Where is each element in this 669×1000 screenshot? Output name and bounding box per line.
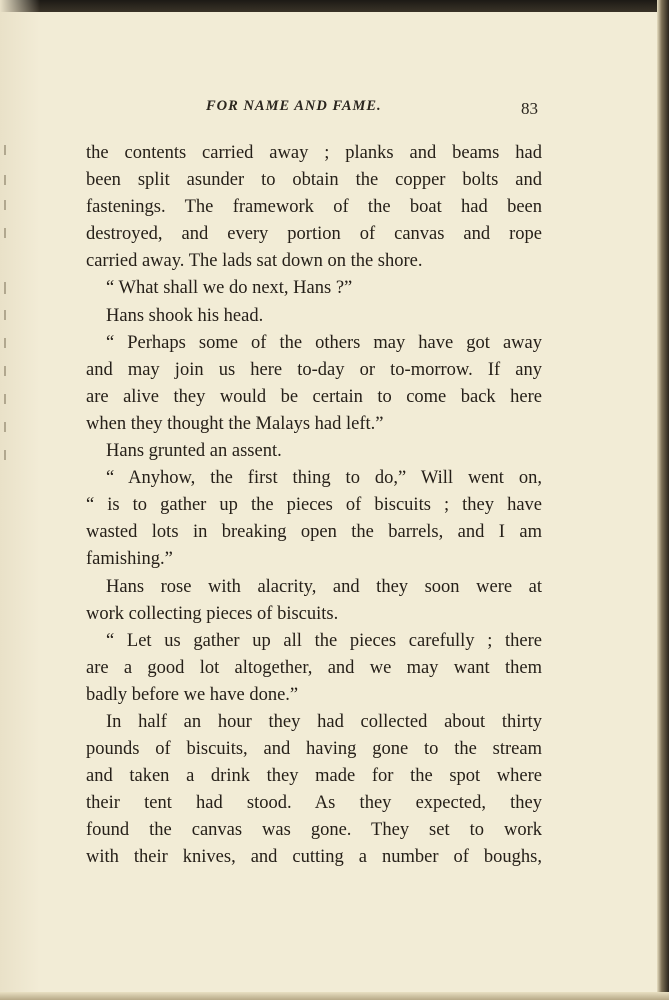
text-line: work collecting pieces of biscuits. — [86, 603, 339, 624]
text-line: “ Anyhow, the first thing to do,” Will went on, — [106, 468, 542, 489]
text-line: their tent had stood. As they expected, they — [86, 793, 542, 814]
bleed-through-mark — [4, 228, 6, 238]
page-number: 83 — [521, 99, 538, 118]
bleed-through-mark — [4, 422, 6, 432]
bleed-through-mark — [4, 310, 6, 320]
page-binding-edge — [657, 0, 669, 1000]
page-bottom-edge — [0, 992, 669, 1000]
text-line: been split asunder to obtain the copper bolts and — [86, 170, 542, 191]
text-line: “ Perhaps some of the others may have got away — [106, 332, 542, 353]
text-line: famishing.” — [86, 549, 173, 570]
text-line: “ Let us gather up all the pieces carefully ; there — [106, 630, 542, 651]
text-line: with their knives, and cutting a number of boughs, — [86, 847, 542, 868]
text-line: carried away. The lads sat down on the shore. — [86, 251, 423, 272]
text-line: are a good lot altogether, and we may want them — [86, 657, 542, 678]
text-line: and may join us here to-day or to-morrow. If any — [86, 359, 542, 380]
text-line: found the canvas was gone. They set to work — [86, 820, 542, 841]
text-line: In half an hour they had collected about thirty — [106, 711, 542, 732]
text-line: “ is to gather up the pieces of biscuits ; they have — [86, 495, 542, 516]
running-head-title: FOR NAME AND FAME. — [206, 98, 382, 114]
bleed-through-mark — [4, 282, 6, 294]
text-line: destroyed, and every portion of canvas and rope — [86, 224, 542, 245]
text-line: badly before we have done.” — [86, 684, 299, 705]
text-line: Hans rose with alacrity, and they soon were at — [106, 576, 542, 597]
bleed-through-mark — [4, 200, 6, 210]
text-line: “ What shall we do next, Hans ?” — [106, 278, 353, 299]
bleed-through-mark — [4, 450, 6, 460]
text-line: Hans shook his head. — [106, 305, 264, 326]
bleed-through-mark — [4, 366, 6, 376]
bleed-through-mark — [4, 338, 6, 348]
bleed-through-mark — [4, 145, 6, 155]
page-top-shadow — [0, 0, 669, 12]
bleed-through-mark — [4, 394, 6, 404]
text-line: pounds of biscuits, and having gone to the stream — [86, 739, 542, 760]
bleed-through-mark — [4, 175, 6, 185]
text-line: wasted lots in breaking open the barrels, and I am — [86, 522, 542, 543]
body-text — [86, 140, 542, 872]
text-line: Hans grunted an assent. — [106, 441, 282, 462]
page-gutter-shade — [0, 0, 40, 1000]
text-line: the contents carried away ; planks and beams had — [86, 143, 542, 163]
text-line: fastenings. The framework of the boat had been — [86, 197, 542, 218]
text-line: when they thought the Malays had left.” — [86, 413, 384, 434]
text-line: are alive they would be certain to come back here — [86, 386, 542, 407]
text-line: and taken a drink they made for the spot where — [86, 766, 542, 787]
